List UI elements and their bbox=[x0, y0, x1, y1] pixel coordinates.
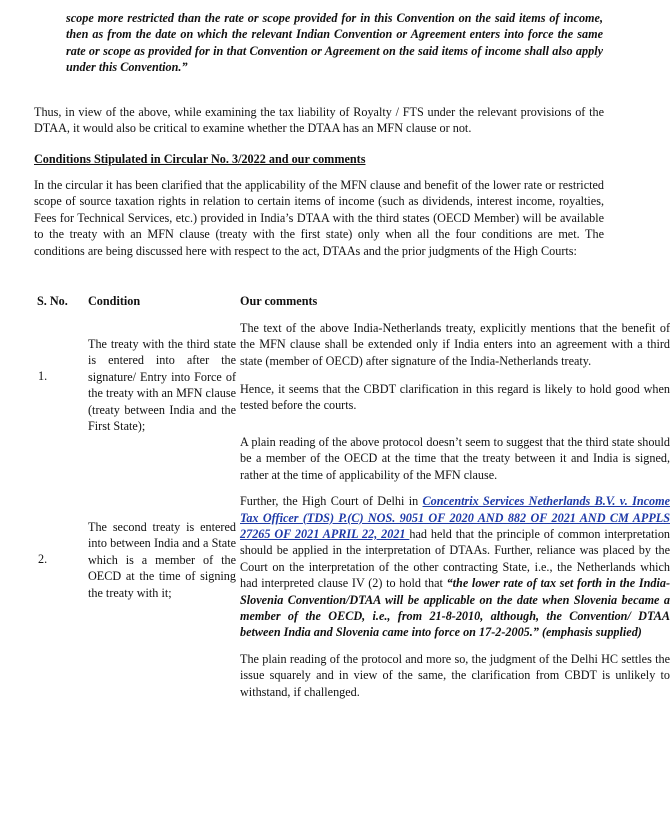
section-body-paragraph: In the circular it has been clarified that the applicability of the MFN clause and benefit of the lower rate or restricted scope of source taxation rights in relation to certain items of income (such as dividends, interest income, royalties, Fees for Technical Services, etc.) provided in India’s DTAA with the third states (OECD Member) will be available to the treaty with an MFN clause (treaty with the first state) only when all the four conditions are met. The conditions are being discussed here with respect to the act, DTAAs and the prior judgments of the High Courts: bbox=[34, 178, 604, 258]
comment-text: had held that the principle of common interpretation should be applied in the interpretation of DTAAs. Further, reliance was placed by the Court on the interpretation of the other contracting State, i.e., the Netherlands which had interpreted clause IV (2) to hold that bbox=[240, 527, 670, 591]
row-2-comment-1: A plain reading of the above protocol doesn’t seem to suggest that the third state should be a member of the OECD at the time that the treaty between it and India is signed, rather at the time of applicability of the MFN clause. bbox=[240, 435, 670, 482]
quoted-protocol-text: scope more restricted than the rate or scope provided for in this Convention on the said items of income, then as from the date on which the relevant Indian Convention or Agreement enters into force the same rate or scope as provided for in that Convention or Agreement on the said items of income shall also apply under this Convention.” bbox=[66, 11, 603, 75]
col-header-comments: Our comments bbox=[240, 294, 318, 308]
intro-paragraph: Thus, in view of the above, while examining the tax liability of Royalty / FTS under the relevant provisions of the DTAA, it would also be critical to examine whether the DTAA has an MFN clause or not. bbox=[34, 105, 604, 136]
row-1-comment-1: The text of the above India-Netherlands treaty, explicitly mentions that the benefit of the MFN clause shall be extended only if India enters into an agreement with a third state (member of OECD) after signature of the India-Netherlands treaty. bbox=[240, 321, 670, 368]
row-2-comment-3: The plain reading of the protocol and more so, the judgment of the Delhi HC settles the issue squarely and in view of the same, the clarification from CBDT is unlikely to withstand, if challenged. bbox=[240, 651, 670, 699]
col-header-condition: Condition bbox=[88, 294, 141, 308]
row-1-comment-2: Hence, it seems that the CBDT clarification in this regard is likely to hold good when tested before the courts. bbox=[240, 382, 670, 413]
section-heading: Conditions Stipulated in Circular No. 3/2022 and our comments bbox=[34, 152, 366, 166]
row-2-condition: The second treaty is entered into between India and a State which is a member of the OECD at the time of signing the treaty with it; bbox=[88, 520, 236, 600]
case-citation-link[interactable]: Concentrix Services Netherlands B.V. v. Income Tax Officer (TDS) P.(C) NOS. 9051 OF 2020 AND 882 OF 2021 AND CM APPLS 27265 OF 2021 APRIL 22, 2021 bbox=[240, 494, 670, 542]
row-2-comment-2 bbox=[240, 493, 670, 641]
court-quote: “the lower rate of tax set forth in the India-Slovenia Convention/DTAA will be applicable on the date when Slovenia became a member of the OECD, i.e., from 21-8-2010, although, the Convention/ DTAA between India and Slovenia came into force on 17-2-2005.” (emphasis supplied) bbox=[240, 576, 670, 640]
row-1-sno: 1. bbox=[38, 369, 48, 383]
row-2-sno: 2. bbox=[38, 552, 48, 566]
comment-text: Further, the High Court of Delhi in bbox=[240, 494, 423, 509]
row-2-comments bbox=[240, 434, 670, 710]
row-1-condition: The treaty with the third state is entered into after the signature/ Entry into Force of the treaty with an MFN clause (treaty between India and the First State); bbox=[88, 337, 236, 434]
col-header-sno: S. No. bbox=[37, 294, 68, 308]
